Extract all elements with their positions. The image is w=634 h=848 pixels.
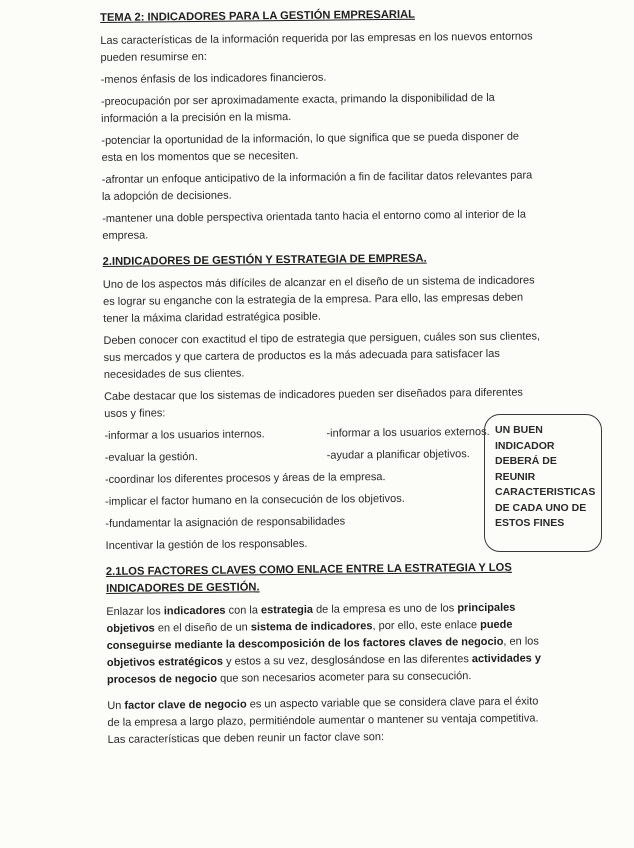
intro-paragraph: Las características de la información requerida por las empresas en los nuevos entornos pueden resumirse en: bbox=[100, 30, 533, 64]
paragraph: Cabe destacar que los sistemas de indicadores pueden ser diseñados para diferentes usos y fines: bbox=[103, 386, 523, 420]
document-body bbox=[100, 5, 548, 754]
uses-row bbox=[105, 445, 545, 467]
heading-section-2: 2.INDICADORES DE GESTIÓN Y ESTRATEGIA DE EMPRESA. bbox=[102, 252, 427, 268]
list-item: -menos énfasis de los indicadores financieros. bbox=[100, 71, 327, 86]
use-item: -evaluar la gestión. bbox=[104, 451, 198, 464]
heading-tema-2: TEMA 2: INDICADORES PARA LA GESTIÓN EMPRESARIAL bbox=[100, 8, 416, 24]
list-item: -afrontar un enfoque anticipativo de la información a fin de facilitar datos relevantes para la adopción de decisiones. bbox=[101, 169, 533, 203]
heading-section-2-1: 2.1LOS FACTORES CLAVES COMO ENLACE ENTRE LA ESTRATEGIA Y LOS INDICADORES DE GESTIÓN. bbox=[105, 561, 512, 595]
paragraph: Deben conocer con exactitud el tipo de estrategia que persiguen, cuáles son sus clientes, sus mercados y que cartera de productos es la más adecuada para satisfacer las necesidades de sus clientes. bbox=[103, 330, 541, 381]
use-item: -fundamentar la asignación de responsabilidades bbox=[105, 515, 346, 530]
paragraph: Uno de los aspectos más difíciles de alcanzar en el diseño de un sistema de indicadores es lograr su enganche con la estrategia de la empresa. Para ello, las empresas deben tener la máxima claridad estratégica posible. bbox=[102, 274, 535, 325]
use-item: -coordinar los diferentes procesos y áreas de la empresa. bbox=[104, 471, 386, 486]
paragraph-factores: Enlazar los indicadores con la estrategia de la empresa es uno de los principales objetivos en el diseño de un sistema de indicadores, por ello, este enlace puede conseguirse mediante la descomposición de los factores claves de negocio, en los objetivos estratégicos y estos a su vez, desglosándose en las diferentes actividades y procesos de negocio que son necesarios acometer para su consecución. bbox=[106, 601, 542, 686]
use-item: -informar a los usuarios internos. bbox=[104, 428, 265, 442]
use-item: -implicar el factor humano en la consecución de los objetivos. bbox=[105, 492, 405, 508]
callout-box: UN BUEN INDICADOR DEBERÁ DE REUNIR CARACTERISTICAS DE CADA UNO DE ESTOS FINES bbox=[484, 414, 602, 552]
paragraph-factor-clave: Un factor clave de negocio es un aspecto variable que se considera clave para el éxito de la empresa a largo plazo, permitiéndole aumentar o mantener su ventaja competitiva. Las características que deben reunir un factor clave son: bbox=[107, 695, 539, 746]
use-item: -ayudar a planificar objetivos. bbox=[326, 448, 470, 462]
use-item: -informar a los usuarios externos. bbox=[326, 425, 490, 440]
list-item: -potenciar la oportunidad de la información, lo que significa que se pueda disponer de esta en los momentos que se necesiten. bbox=[101, 130, 520, 164]
list-item: -preocupación por ser aproximadamente exacta, primando la disponibilidad de la información a la precisión en la misma. bbox=[100, 91, 495, 125]
list-item: -mantener una doble perspectiva orientada tanto hacia el entorno como al interior de la empresa. bbox=[102, 208, 526, 242]
use-item: Incentivar la gestión de los responsables. bbox=[105, 537, 308, 552]
uses-row bbox=[104, 423, 544, 445]
